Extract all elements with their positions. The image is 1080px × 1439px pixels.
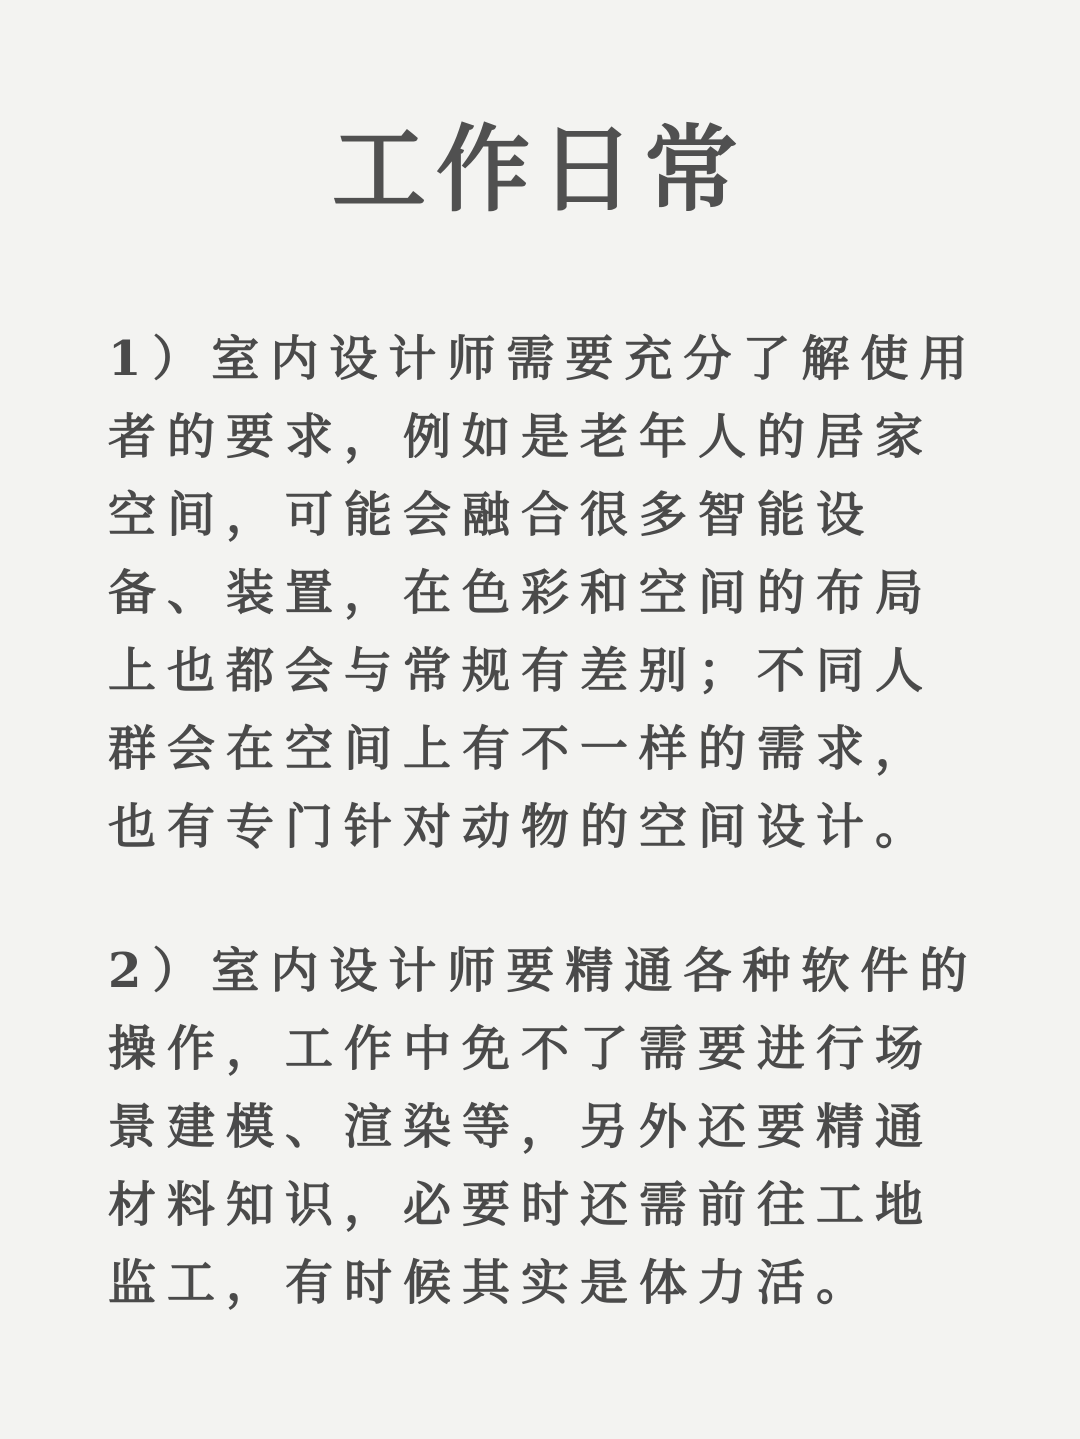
page-title: 工作日常 [331,115,748,225]
paragraph-line: 群会在空间上有不一样的需求， [108,721,935,777]
paragraph-line: 备、装置，在色彩和空间的布局 [108,565,935,621]
paragraph-line: 空间，可能会融合很多智能设 [108,487,876,543]
paragraph-line: 1）室内设计师需要充分了解使用 [108,331,979,387]
paragraph-line: 也有专门针对动物的空间设计。 [108,799,935,855]
paragraph-line: 操作，工作中免不了需要进行场 [108,1021,935,1077]
paragraph-1 [108,320,979,866]
paragraph-line: 者的要求，例如是老年人的居家 [108,409,935,465]
paragraph-line: 上也都会与常规有差别；不同人 [108,643,935,699]
paragraph-line: 2）室内设计师要精通各种软件的 [108,943,979,999]
paragraph-line: 景建模、渲染等，另外还要精通 [108,1099,935,1155]
paragraph-2 [108,932,979,1322]
paragraph-line: 材料知识，必要时还需前往工地 [108,1177,935,1233]
paragraph-line: 监工，有时候其实是体力活。 [108,1255,876,1311]
